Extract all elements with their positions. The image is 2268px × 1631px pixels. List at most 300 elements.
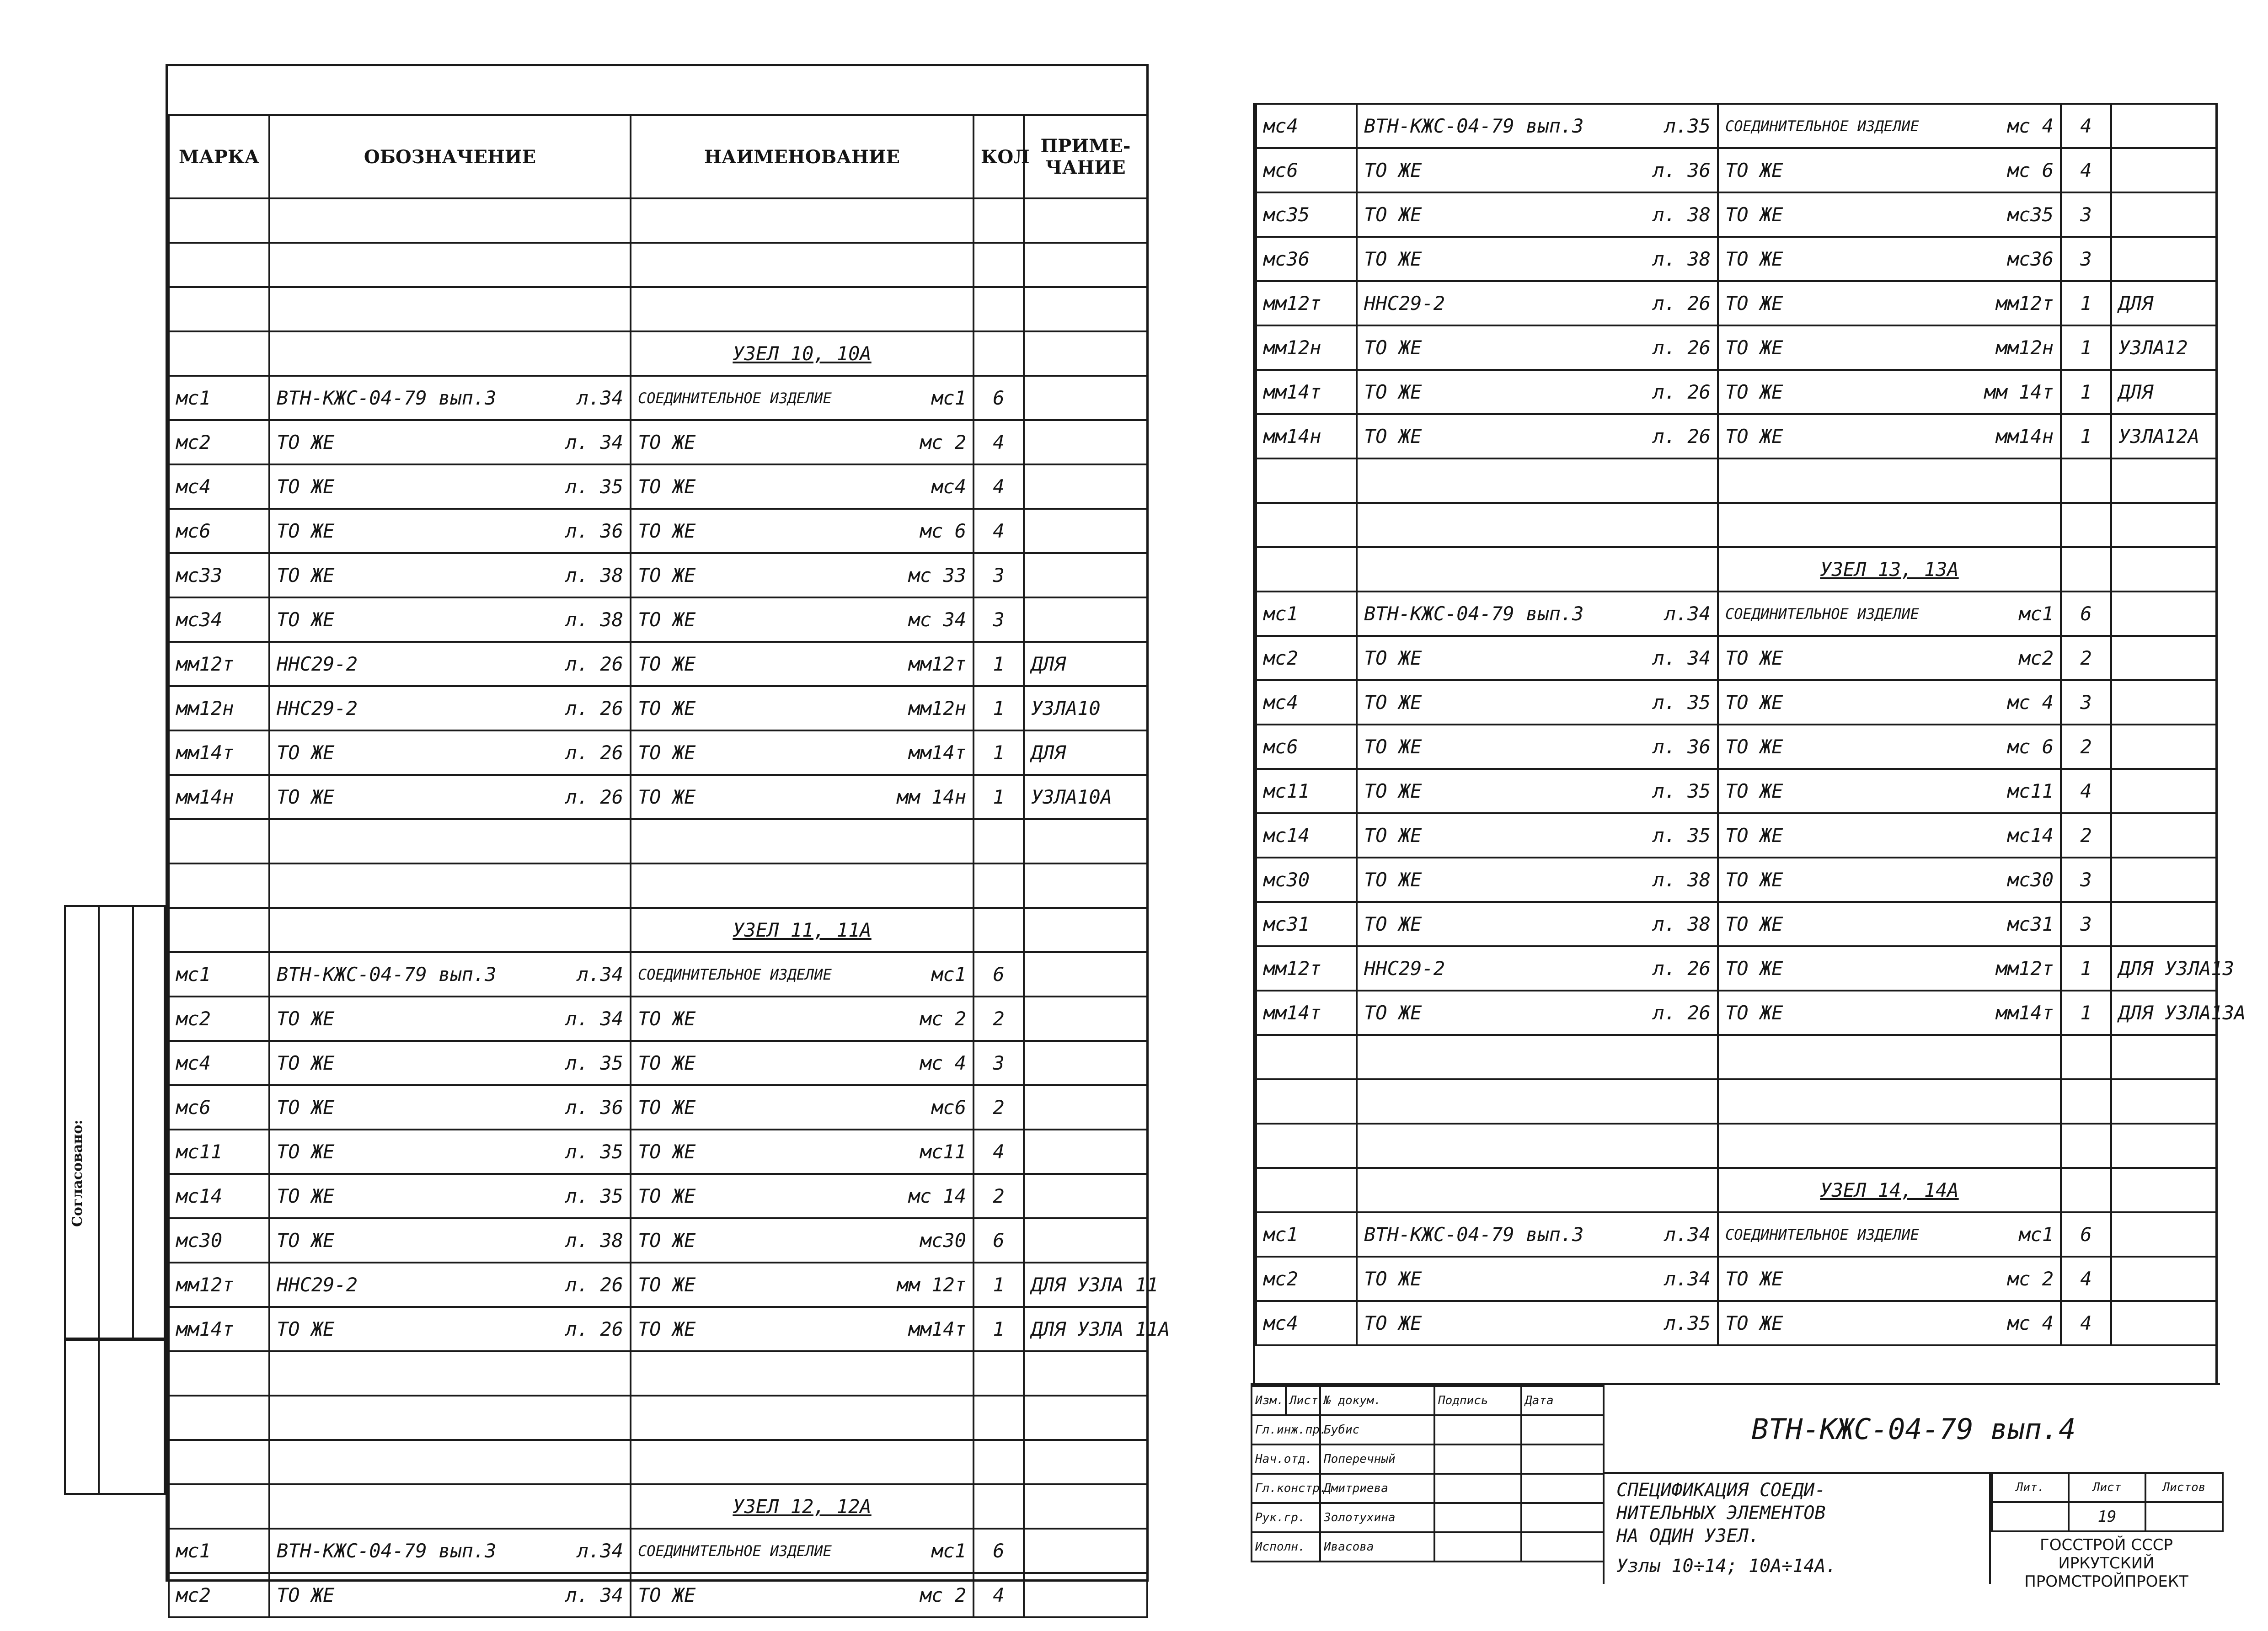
h-sheet: Лист — [2069, 1473, 2145, 1502]
table-row — [1256, 104, 2216, 148]
name-cell — [631, 464, 974, 509]
name-mark: мс 4 — [2007, 115, 2054, 137]
sheet-ref: л. 35 — [1653, 691, 1711, 714]
mark-cell: мс4 — [1256, 680, 1357, 725]
name-text: ТО ЖЕ — [1725, 336, 1783, 359]
h-ndoc: № докум. — [1320, 1386, 1434, 1415]
sheet-ref: л. 35 — [565, 1141, 623, 1163]
mark-cell: мс30 — [1256, 858, 1357, 902]
note-cell — [1024, 464, 1147, 509]
mark-cell: мм12н — [1256, 325, 1357, 370]
role-signature — [1434, 1532, 1521, 1562]
name-cell — [631, 198, 974, 243]
sheet-ref: л. 26 — [565, 697, 623, 720]
designation-cell — [1357, 680, 1718, 725]
designation-text: ТО ЖЕ — [277, 520, 335, 542]
mark-cell — [169, 1396, 269, 1440]
name-mark: мм12т — [1995, 292, 2054, 314]
designation-cell — [1357, 1079, 1718, 1124]
name-mark: мс31 — [2007, 913, 2054, 935]
note-cell: УЗЛА12 — [2111, 325, 2216, 370]
approval-label: Согласовано: — [70, 1119, 86, 1227]
qty-cell: 1 — [2061, 414, 2111, 458]
sheet-ref: л. 38 — [1653, 248, 1711, 270]
table-row — [169, 464, 1147, 509]
role-signature — [1434, 1474, 1521, 1503]
right-sheet — [1253, 103, 2246, 1591]
table-row — [169, 686, 1147, 730]
note-cell: ДЛЯ УЗЛА 11А — [1024, 1307, 1147, 1351]
name-cell — [631, 1529, 974, 1573]
name-mark: мс 4 — [2007, 691, 2054, 714]
designation-text: ТО ЖЕ — [1364, 869, 1422, 891]
designation-cell — [1357, 769, 1718, 813]
name-cell — [1718, 725, 2061, 769]
qty-cell: 4 — [2061, 1257, 2111, 1301]
table-row — [1256, 414, 2216, 458]
note-cell — [1024, 331, 1147, 376]
qty-cell: 6 — [974, 376, 1024, 420]
designation-cell — [269, 1484, 631, 1529]
sheet-ref: л. 35 — [1653, 824, 1711, 847]
name-text: СОЕДИНИТЕЛЬНОЕ ИЗДЕЛИЕ — [1725, 605, 1919, 623]
role-date — [1521, 1503, 1604, 1532]
organization — [1991, 1536, 2222, 1591]
approval-strip — [64, 905, 166, 1339]
table-row — [1256, 902, 2216, 946]
name-text: СОЕДИНИТЕЛЬНОЕ ИЗДЕЛИЕ — [638, 965, 832, 983]
designation-cell — [269, 1263, 631, 1307]
table-row — [1256, 725, 2216, 769]
qty-cell: 1 — [2061, 325, 2111, 370]
designation-text: ТО ЖЕ — [1364, 736, 1422, 758]
designation-cell — [269, 509, 631, 553]
role-person: Поперечный — [1320, 1444, 1434, 1474]
approval-strip-lower — [64, 1339, 166, 1495]
mark-cell: мс4 — [1256, 104, 1357, 148]
name-cell — [1718, 1257, 2061, 1301]
title-block-grid — [1251, 1385, 1605, 1562]
name-cell — [1718, 192, 2061, 237]
qty-cell — [2061, 503, 2111, 547]
name-text: ТО ЖЕ — [1725, 381, 1783, 403]
name-text: ТО ЖЕ — [1725, 780, 1783, 802]
sheets-total — [2145, 1502, 2223, 1531]
role-date — [1521, 1415, 1604, 1444]
mark-cell: мм12т — [1256, 946, 1357, 991]
mark-cell — [169, 1484, 269, 1529]
role-person: Золотухина — [1320, 1503, 1434, 1532]
designation-cell — [269, 464, 631, 509]
note-cell: ДЛЯ УЗЛА13 — [2111, 946, 2216, 991]
note-cell — [2111, 1301, 2216, 1345]
sheet-ref: л. 38 — [565, 1229, 623, 1252]
mark-cell: мм12н — [169, 686, 269, 730]
note-cell — [2111, 636, 2216, 680]
name-cell — [1718, 991, 2061, 1035]
name-mark: мс30 — [920, 1229, 966, 1252]
qty-cell — [974, 1351, 1024, 1396]
sheet-ref: л. 35 — [565, 1052, 623, 1074]
sheet-ref: л. 26 — [1653, 425, 1711, 448]
designation-text: ТО ЖЕ — [277, 1052, 335, 1074]
note-cell — [1024, 819, 1147, 863]
name-cell — [1718, 1301, 2061, 1345]
mark-cell — [169, 1351, 269, 1396]
name-text: ТО ЖЕ — [1725, 913, 1783, 935]
role-person: Дмитриева — [1320, 1474, 1434, 1503]
qty-cell: 2 — [974, 997, 1024, 1041]
designation-text: ВТН-КЖС-04-79 вып.3 — [277, 963, 497, 986]
name-cell — [631, 1573, 974, 1617]
qty-cell — [2061, 458, 2111, 503]
sheet-info-grid — [1991, 1472, 2224, 1532]
name-cell — [631, 1263, 974, 1307]
sheet-ref: л.34 — [577, 963, 623, 986]
designation-cell — [269, 997, 631, 1041]
sheet-ref: л. 34 — [1653, 647, 1711, 669]
qty-cell — [974, 819, 1024, 863]
name-cell — [1718, 636, 2061, 680]
title-vline — [1603, 1385, 1605, 1584]
title-block — [1251, 1383, 2220, 1591]
name-text: ТО ЖЕ — [1725, 292, 1783, 314]
mark-cell: мс1 — [1256, 1212, 1357, 1257]
name-mark: мс4 — [931, 475, 966, 498]
designation-cell — [1357, 104, 1718, 148]
name-text: ТО ЖЕ — [638, 1141, 696, 1163]
qty-cell: 6 — [2061, 1212, 2111, 1257]
right-spec-table — [1255, 103, 2246, 1346]
mark-cell — [1256, 1035, 1357, 1079]
table-row — [1256, 237, 2216, 281]
title-line-4: Узлы 10÷14; 10А÷14А. — [1616, 1556, 1837, 1577]
sheet-ref: л. 26 — [565, 1318, 623, 1340]
note-cell — [2111, 1212, 2216, 1257]
designation-text: ВТН-КЖС-04-79 вып.3 — [1364, 115, 1584, 137]
name-cell — [631, 1307, 974, 1351]
table-row — [1256, 192, 2216, 237]
name-text: ТО ЖЕ — [1725, 957, 1783, 980]
designation-cell — [269, 420, 631, 464]
header-name: НАИМЕНОВАНИЕ — [631, 115, 974, 198]
table-row — [169, 1351, 1147, 1396]
designation-cell — [269, 1130, 631, 1174]
name-text: ТО ЖЕ — [638, 741, 696, 764]
note-cell: ДЛЯ — [1024, 730, 1147, 775]
role-title: Исполн. — [1252, 1532, 1320, 1562]
sheet-ref: л. 26 — [565, 786, 623, 808]
mark-cell: мс6 — [1256, 725, 1357, 769]
sheet-ref: л. 34 — [565, 1584, 623, 1606]
mark-cell — [1256, 1168, 1357, 1212]
note-cell — [1024, 1351, 1147, 1396]
note-cell — [1024, 287, 1147, 331]
mark-cell: мс33 — [169, 553, 269, 597]
table-row — [169, 1085, 1147, 1130]
name-mark: мм14н — [1995, 425, 2054, 448]
sheet-ref: л. 38 — [1653, 203, 1711, 226]
table-row — [1256, 325, 2216, 370]
name-mark: мм14т — [908, 1318, 966, 1340]
name-cell — [631, 819, 974, 863]
note-cell — [2111, 237, 2216, 281]
name-mark: мс2 — [2019, 647, 2054, 669]
designation-text: ТО ЖЕ — [277, 1096, 335, 1119]
table-row — [1256, 148, 2216, 192]
table-row — [1256, 769, 2216, 813]
role-title: Рук.гр. — [1252, 1503, 1320, 1532]
name-mark: мс36 — [2007, 248, 2054, 270]
name-text: ТО ЖЕ — [1725, 425, 1783, 448]
sheet-ref: л.34 — [1664, 602, 1711, 625]
note-cell — [1024, 1085, 1147, 1130]
note-cell — [1024, 952, 1147, 997]
name-mark: мм 14т — [1984, 381, 2054, 403]
table-row — [169, 863, 1147, 908]
designation-text: ТО ЖЕ — [1364, 381, 1422, 403]
name-cell — [631, 553, 974, 597]
designation-cell — [1357, 592, 1718, 636]
mark-cell: мс4 — [1256, 1301, 1357, 1345]
qty-cell: 4 — [2061, 148, 2111, 192]
name-text: СОЕДИНИТЕЛЬНОЕ ИЗДЕЛИЕ — [1725, 1226, 1919, 1243]
table-row — [169, 1484, 1147, 1529]
designation-cell — [1357, 991, 1718, 1035]
table-row — [169, 997, 1147, 1041]
qty-cell: 4 — [974, 420, 1024, 464]
qty-cell — [2061, 1168, 2111, 1212]
name-cell — [631, 1130, 974, 1174]
mark-cell — [1256, 503, 1357, 547]
note-cell — [1024, 908, 1147, 952]
name-text: СОЕДИНИТЕЛЬНОЕ ИЗДЕЛИЕ — [638, 1542, 832, 1560]
mark-cell: мс1 — [169, 376, 269, 420]
name-cell — [631, 997, 974, 1041]
qty-cell: 2 — [2061, 813, 2111, 858]
sheet-number: 19 — [2069, 1502, 2145, 1531]
table-row — [169, 1529, 1147, 1573]
name-text: ТО ЖЕ — [638, 520, 696, 542]
mark-cell — [169, 198, 269, 243]
designation-cell — [269, 730, 631, 775]
mark-cell: мс30 — [169, 1218, 269, 1263]
note-cell: ДЛЯ — [1024, 642, 1147, 686]
sheet-ref: л. 34 — [565, 1007, 623, 1030]
designation-text: ТО ЖЕ — [1364, 203, 1422, 226]
approval-strip-divider-2 — [132, 907, 134, 1338]
qty-cell: 3 — [2061, 858, 2111, 902]
qty-cell: 3 — [2061, 237, 2111, 281]
name-cell — [1718, 592, 2061, 636]
designation-cell — [269, 243, 631, 287]
designation-text: ТО ЖЕ — [1364, 248, 1422, 270]
sheet-ref: л. 35 — [1653, 780, 1711, 802]
sheet-info — [1989, 1472, 2222, 1591]
designation-text: ВТН-КЖС-04-79 вып.3 — [277, 387, 497, 409]
designation-cell — [1357, 325, 1718, 370]
name-mark: мс 6 — [2007, 159, 2054, 181]
name-mark: мс 34 — [908, 608, 966, 631]
sheet-ref: л. 26 — [1653, 1002, 1711, 1024]
qty-cell: 3 — [974, 553, 1024, 597]
name-cell — [1718, 237, 2061, 281]
name-mark: мс 4 — [920, 1052, 966, 1074]
designation-text: ТО ЖЕ — [1364, 425, 1422, 448]
designation-cell — [269, 1351, 631, 1396]
note-cell: ДЛЯ УЗЛА 11 — [1024, 1263, 1147, 1307]
designation-text: ТО ЖЕ — [1364, 1312, 1422, 1334]
designation-text: ВТН-КЖС-04-79 вып.3 — [1364, 602, 1584, 625]
header-qty: КОЛ — [974, 115, 1024, 198]
mark-cell — [169, 1440, 269, 1484]
table-row — [169, 730, 1147, 775]
table-row — [169, 1218, 1147, 1263]
drawing-title — [1616, 1479, 1982, 1578]
table-row — [1256, 547, 2216, 592]
name-cell — [1718, 281, 2061, 325]
name-mark: мм12т — [1995, 957, 2054, 980]
note-cell — [2111, 769, 2216, 813]
designation-cell — [269, 1307, 631, 1351]
note-cell — [2111, 1168, 2216, 1212]
table-row — [169, 509, 1147, 553]
table-row — [1256, 991, 2216, 1035]
sheet-ref: л.34 — [577, 387, 623, 409]
doc-code: ВТН-КЖС-04-79 вып.4 — [1751, 1412, 2076, 1446]
name-cell — [631, 287, 974, 331]
designation-text: ТО ЖЕ — [277, 564, 335, 586]
mark-cell: мм12т — [169, 642, 269, 686]
name-mark: мм 12т — [897, 1274, 966, 1296]
name-text: ТО ЖЕ — [638, 1007, 696, 1030]
note-cell — [1024, 553, 1147, 597]
designation-cell — [269, 775, 631, 819]
designation-cell — [1357, 1168, 1718, 1212]
mark-cell — [169, 243, 269, 287]
name-cell — [1718, 503, 2061, 547]
qty-cell: 4 — [2061, 104, 2111, 148]
name-cell — [631, 509, 974, 553]
designation-text: ТО ЖЕ — [277, 1141, 335, 1163]
qty-cell: 6 — [2061, 592, 2111, 636]
designation-cell — [1357, 1301, 1718, 1345]
mark-cell — [1256, 1124, 1357, 1168]
name-cell — [1718, 370, 2061, 414]
name-text: ТО ЖЕ — [638, 697, 696, 720]
table-row — [169, 376, 1147, 420]
sheet-ref: л.35 — [1664, 115, 1711, 137]
designation-cell — [1357, 1212, 1718, 1257]
mark-cell — [169, 819, 269, 863]
designation-text: ННС29-2 — [277, 1274, 358, 1296]
note-cell: УЗЛА12А — [2111, 414, 2216, 458]
name-cell — [1718, 769, 2061, 813]
role-title: Гл.инж.пр. — [1252, 1415, 1320, 1444]
mark-cell — [169, 908, 269, 952]
designation-text: ТО ЖЕ — [1364, 1268, 1422, 1290]
name-mark: мс 2 — [920, 431, 966, 453]
note-cell — [1024, 863, 1147, 908]
qty-cell — [974, 1484, 1024, 1529]
sheet-ref: л. 26 — [1653, 381, 1711, 403]
name-cell — [631, 1174, 974, 1218]
qty-cell: 2 — [974, 1174, 1024, 1218]
mark-cell: мс6 — [169, 1085, 269, 1130]
sheet-ref: л. 26 — [1653, 957, 1711, 980]
name-cell — [631, 730, 974, 775]
qty-cell — [2061, 1124, 2111, 1168]
section-title: УЗЕЛ 11, 11А — [631, 908, 974, 952]
name-text: ТО ЖЕ — [1725, 1002, 1783, 1024]
qty-cell: 4 — [974, 1573, 1024, 1617]
qty-cell — [974, 287, 1024, 331]
sheet-ref: л. 36 — [1653, 159, 1711, 181]
name-mark: мм14т — [1995, 1002, 2054, 1024]
note-cell — [1024, 243, 1147, 287]
name-text: ТО ЖЕ — [638, 786, 696, 808]
designation-cell — [269, 331, 631, 376]
mark-cell: мс2 — [1256, 636, 1357, 680]
name-text: ТО ЖЕ — [638, 1274, 696, 1296]
org-line-1: ГОССТРОЙ СССР — [2040, 1536, 2173, 1554]
designation-cell — [1357, 813, 1718, 858]
qty-cell: 6 — [974, 952, 1024, 997]
qty-cell: 3 — [2061, 902, 2111, 946]
designation-cell — [1357, 503, 1718, 547]
role-date — [1521, 1474, 1604, 1503]
name-cell — [1718, 1212, 2061, 1257]
mark-cell: мс11 — [1256, 769, 1357, 813]
name-mark: мм12т — [908, 653, 966, 675]
table-row — [1256, 592, 2216, 636]
note-cell — [1024, 1041, 1147, 1085]
name-mark: мм12н — [1995, 336, 2054, 359]
name-cell — [1718, 1079, 2061, 1124]
name-mark: мс14 — [2007, 824, 2054, 847]
mark-cell: мс2 — [169, 997, 269, 1041]
note-cell: УЗЛА10 — [1024, 686, 1147, 730]
name-cell — [1718, 902, 2061, 946]
designation-cell — [269, 553, 631, 597]
qty-cell — [974, 331, 1024, 376]
designation-cell — [269, 287, 631, 331]
role-row — [1252, 1503, 1604, 1532]
qty-cell: 2 — [2061, 636, 2111, 680]
mark-cell: мс36 — [1256, 237, 1357, 281]
note-cell — [1024, 420, 1147, 464]
approval-lower-divider — [98, 1341, 100, 1493]
note-cell — [2111, 1079, 2216, 1124]
name-mark: мс11 — [2007, 780, 2054, 802]
table-row — [169, 1307, 1147, 1351]
designation-cell — [1357, 946, 1718, 991]
designation-text: ТО ЖЕ — [277, 786, 335, 808]
role-row — [1252, 1532, 1604, 1562]
table-row — [1256, 636, 2216, 680]
note-cell — [2111, 680, 2216, 725]
name-cell — [1718, 148, 2061, 192]
name-cell — [631, 420, 974, 464]
title-line-2: НИТЕЛЬНЫХ ЭЛЕМЕНТОВ — [1616, 1503, 1826, 1524]
name-mark: мс 6 — [920, 520, 966, 542]
table-row — [1256, 370, 2216, 414]
h-stage: Лит. — [1992, 1473, 2069, 1502]
sheet-ref: л. 26 — [565, 741, 623, 764]
designation-cell — [1357, 192, 1718, 237]
note-cell — [1024, 1573, 1147, 1617]
designation-cell — [1357, 281, 1718, 325]
